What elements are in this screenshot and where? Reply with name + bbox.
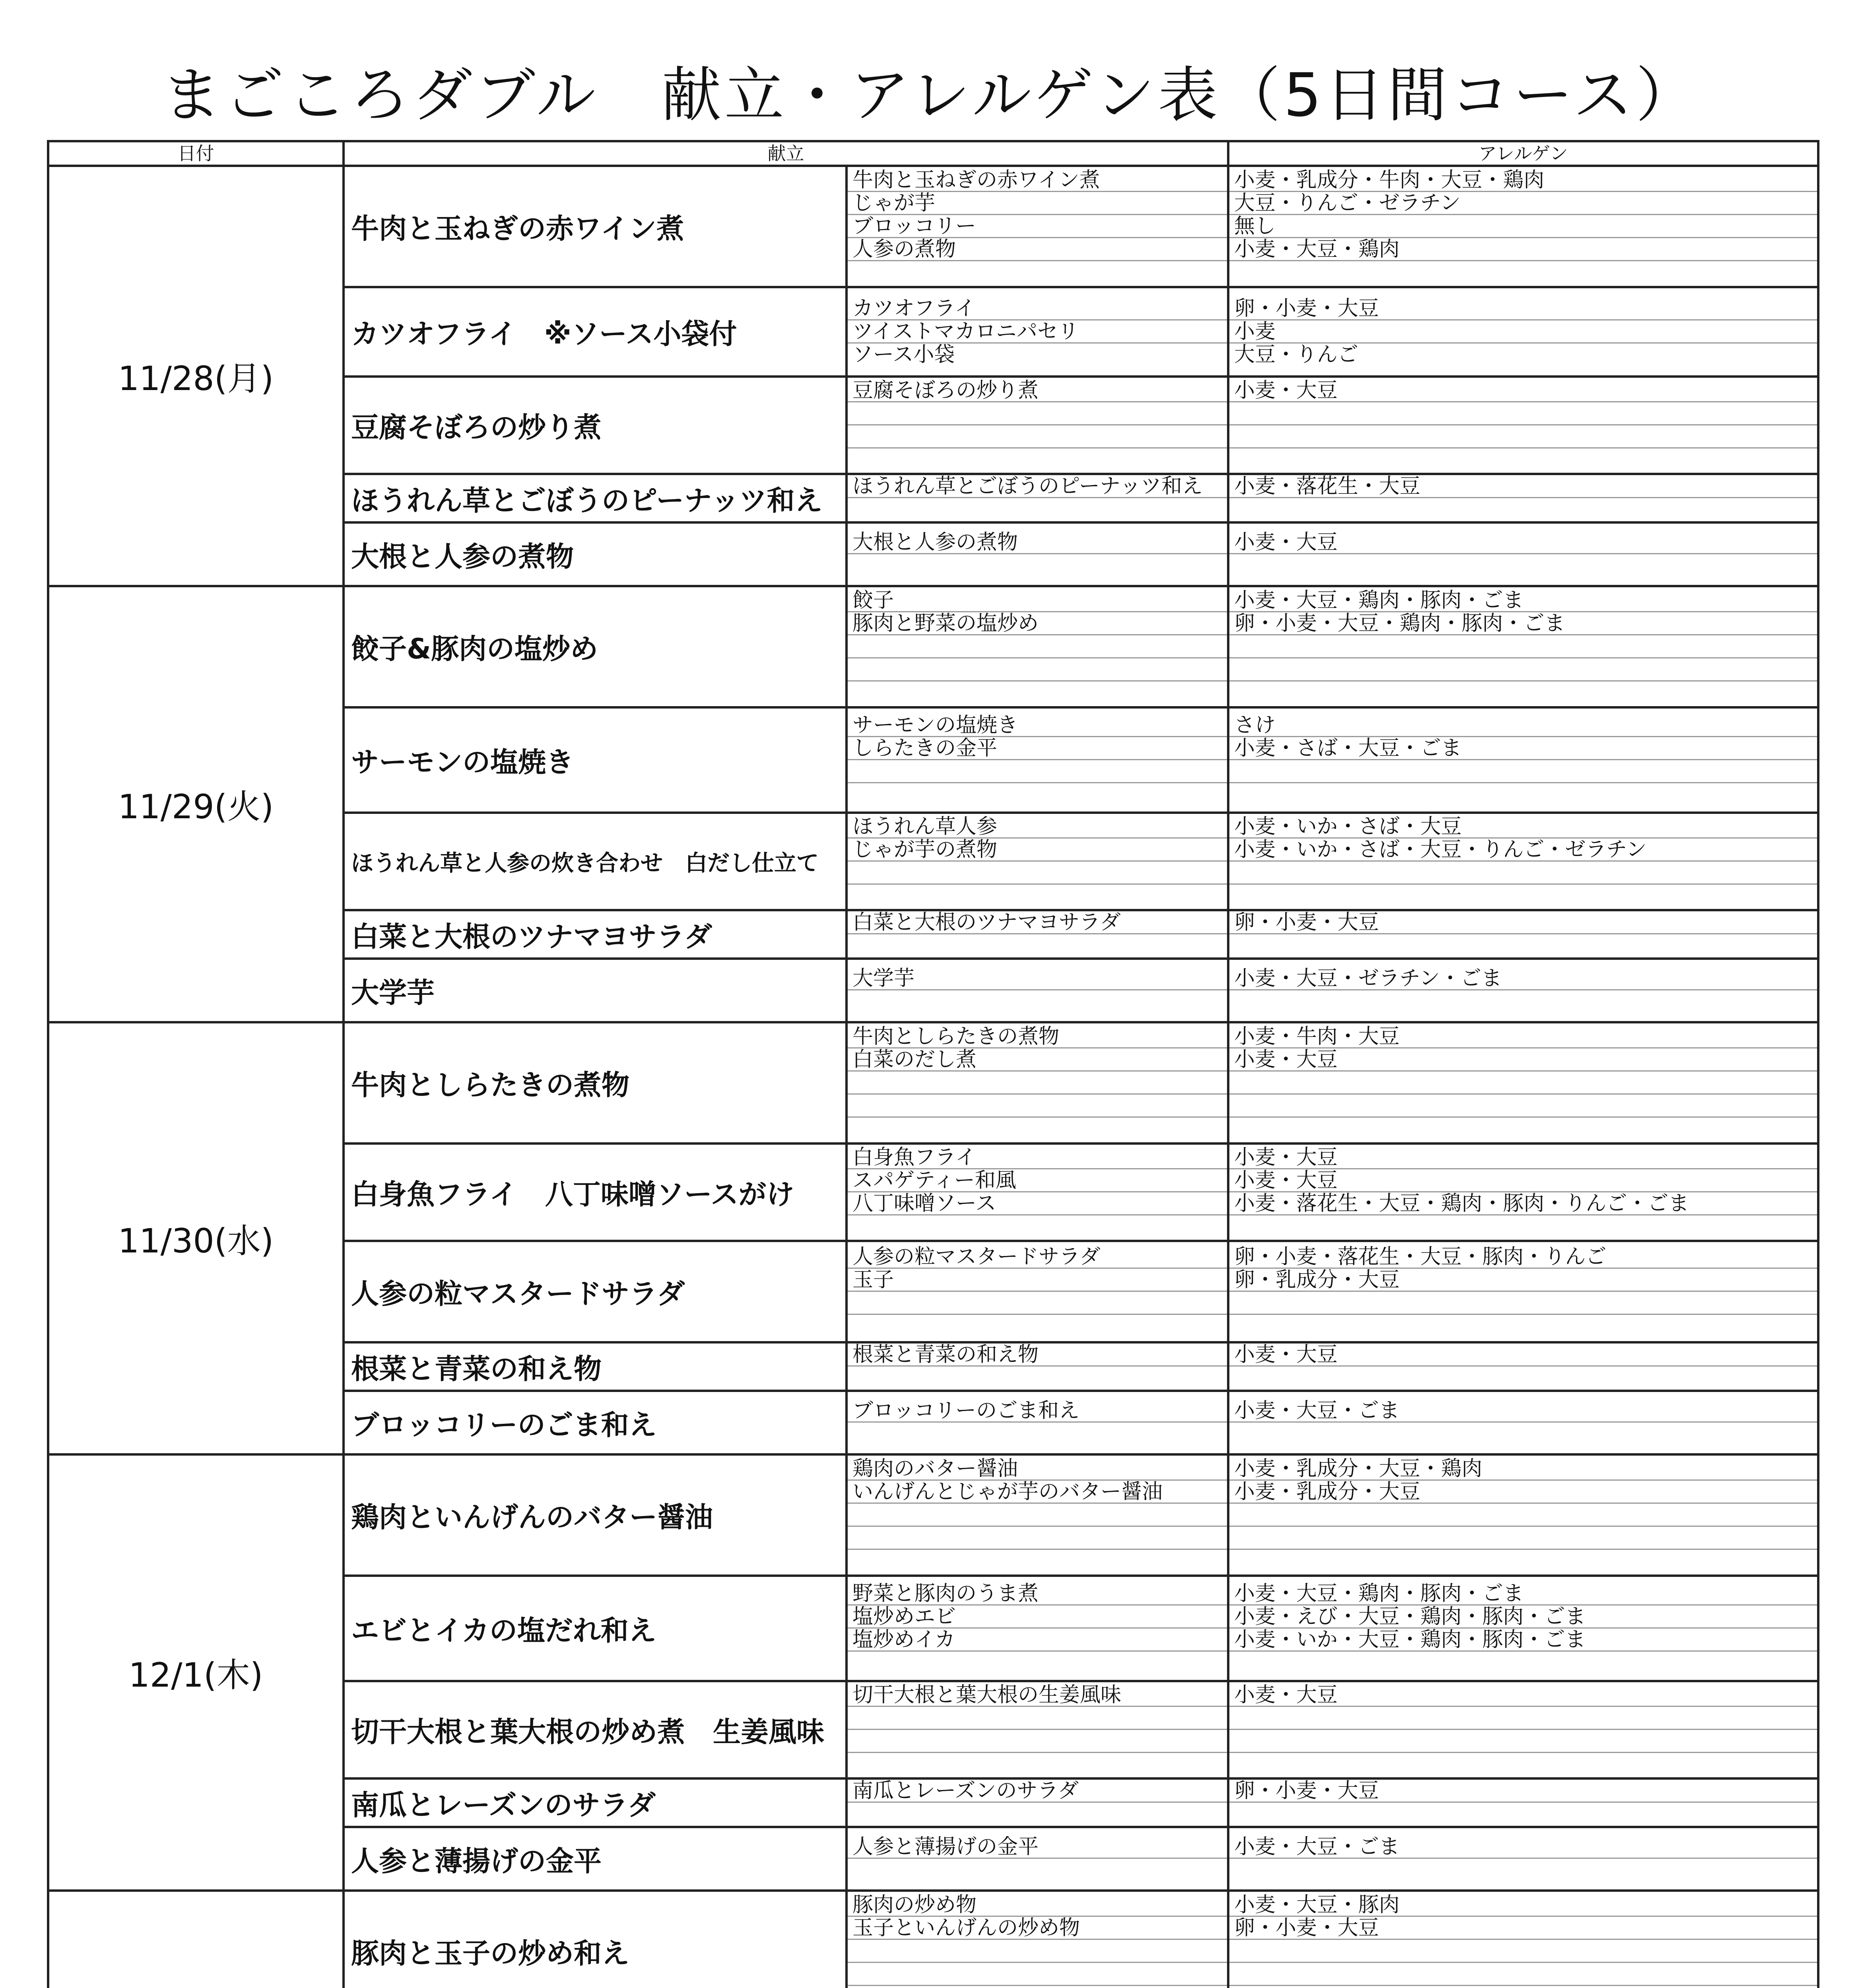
dish-name: 人参の粒マスタードサラダ <box>351 1277 685 1310</box>
dish-row <box>48 1022 1818 1143</box>
allergen-line <box>1229 635 1817 658</box>
allergen-line: 小麦・大豆・鶏肉・豚肉・ごま <box>1229 1582 1817 1606</box>
allergen-line: 小麦・大豆・鶏肉 <box>1229 238 1817 261</box>
component-line: 豚肉と野菜の塩炒め <box>848 612 1227 635</box>
component-line <box>848 1652 1227 1675</box>
allergen-cell <box>1228 1454 1818 1576</box>
dish-name-cell <box>344 910 847 959</box>
component-line <box>848 783 1227 806</box>
component-cell <box>847 707 1228 813</box>
allergen-line <box>1229 783 1817 806</box>
allergen-line <box>1229 554 1817 577</box>
allergen-line: 小麦・大豆 <box>1229 531 1817 554</box>
dish-name-cell <box>344 166 847 287</box>
allergen-cell <box>1228 1778 1818 1827</box>
dish-name-cell <box>344 707 847 813</box>
allergen-line <box>1229 498 1817 521</box>
allergen-line <box>1229 1504 1817 1527</box>
allergen-line: 卵・小麦・大豆 <box>1229 1917 1817 1940</box>
component-line: ブロッコリーのごま和え <box>848 1400 1227 1423</box>
allergen-line <box>1229 885 1817 908</box>
dish-name: 切干大根と葉大根の炒め煮 生姜風味 <box>351 1716 824 1748</box>
allergen-cell <box>1228 586 1818 707</box>
dish-name: 牛肉と玉ねぎの赤ワイン煮 <box>351 212 684 245</box>
component-line <box>848 934 1227 957</box>
component-cell <box>847 1576 1228 1681</box>
component-line: いんげんとじゃが芋のバター醤油 <box>848 1481 1227 1504</box>
component-line <box>848 658 1227 681</box>
allergen-line: 卵・小麦・落花生・大豆・豚肉・りんご <box>1229 1246 1817 1269</box>
dish-name-cell <box>344 377 847 474</box>
allergen-line <box>1229 1940 1817 1963</box>
allergen-line <box>1229 658 1817 681</box>
date-cell <box>48 166 344 586</box>
dish-name: サーモンの塩焼き <box>351 746 574 779</box>
component-cell <box>847 1827 1228 1891</box>
allergen-line <box>1229 1215 1817 1239</box>
allergen-cell <box>1228 287 1818 377</box>
date-label: 11/30(水) <box>118 1221 274 1260</box>
allergen-line <box>1229 448 1817 472</box>
allergen-line: 卵・小麦・大豆 <box>1229 911 1817 934</box>
allergen-line: 小麦・さば・大豆・ごま <box>1229 737 1817 760</box>
component-line <box>848 1986 1227 1988</box>
component-line <box>848 425 1227 448</box>
allergen-line: 小麦・大豆・ごま <box>1229 1836 1817 1859</box>
allergen-cell <box>1228 474 1818 522</box>
component-cell <box>847 813 1228 910</box>
component-line <box>848 1527 1227 1550</box>
component-line <box>848 1315 1227 1338</box>
component-line <box>848 1423 1227 1446</box>
allergen-line <box>1229 1803 1817 1826</box>
component-line: 大根と人参の煮物 <box>848 531 1227 554</box>
allergen-line <box>1229 862 1817 885</box>
allergen-line: 大豆・りんご <box>1234 343 1359 367</box>
dish-name-cell <box>344 1576 847 1681</box>
component-cell <box>847 1681 1228 1778</box>
component-line <box>848 1803 1227 1826</box>
allergen-line <box>1229 1423 1817 1446</box>
allergen-line: 小麦・いか・さば・大豆・りんご・ゼラチン <box>1229 839 1817 862</box>
dish-name: エビとイカの塩だれ和え <box>351 1614 656 1647</box>
allergen-line <box>1229 934 1817 957</box>
component-line: 白身魚フライ <box>848 1146 1227 1169</box>
allergen-cell <box>1228 910 1818 959</box>
dish-name: 根菜と青菜の和え物 <box>351 1352 602 1385</box>
component-line: カツオフライ <box>848 297 1227 320</box>
allergen-line: 小麦・大豆・ゼラチン・ごま <box>1229 967 1817 990</box>
allergen-line: 小麦・大豆・豚肉 <box>1229 1894 1817 1917</box>
component-line: 八丁味噌ソース <box>848 1192 1227 1215</box>
allergen-line <box>1229 1730 1817 1753</box>
component-line: 牛肉としらたきの煮物 <box>848 1025 1227 1048</box>
component-line <box>848 990 1227 1013</box>
allergen-line <box>1229 1118 1817 1141</box>
allergen-line <box>1229 261 1817 284</box>
allergen-line <box>1229 402 1817 425</box>
allergen-line: 大豆・りんご・ゼラチン <box>1229 192 1817 215</box>
dish-name-cell <box>344 1391 847 1454</box>
dish-name-cell <box>344 1891 847 1988</box>
dish-row <box>48 586 1818 707</box>
component-line <box>848 1753 1227 1776</box>
allergen-line: 小麦・いか・さば・大豆 <box>1229 815 1817 839</box>
component-line: 塩炒めエビ <box>848 1606 1227 1629</box>
allergen-cell <box>1228 813 1818 910</box>
allergen-cell <box>1228 1827 1818 1891</box>
component-line: ほうれん草人参 <box>848 815 1227 839</box>
allergen-line <box>1229 1859 1817 1882</box>
allergen-cell <box>1228 1891 1818 1988</box>
dish-name-cell <box>344 522 847 586</box>
allergen-line: 無し <box>1229 215 1817 238</box>
dish-name-cell <box>344 1241 847 1342</box>
component-line <box>848 885 1227 908</box>
component-line <box>848 498 1227 521</box>
dish-name-cell <box>344 1827 847 1891</box>
allergen-line: 卵・乳成分・大豆 <box>1229 1269 1817 1292</box>
allergen-line: 小麦・大豆・鶏肉・豚肉・ごま <box>1229 589 1817 612</box>
component-cell <box>847 959 1228 1022</box>
allergen-cell <box>1228 1342 1818 1391</box>
allergen-line: 小麦・大豆 <box>1229 1684 1817 1707</box>
component-line: しらたきの金平 <box>848 737 1227 760</box>
date-cell <box>48 1454 344 1891</box>
dish-name-cell <box>344 1022 847 1143</box>
dish-row <box>48 1454 1818 1576</box>
dish-name: カツオフライ ※ソース小袋付 <box>351 318 737 350</box>
dish-row <box>48 166 1818 287</box>
component-line: スパゲティー和風 <box>848 1169 1227 1192</box>
dish-name-cell <box>344 959 847 1022</box>
allergen-cell <box>1228 1681 1818 1778</box>
dish-name-cell <box>344 586 847 707</box>
component-cell <box>847 910 1228 959</box>
component-line <box>848 1504 1227 1527</box>
component-line: 玉子 <box>848 1269 1227 1292</box>
header-allergen: アレルゲン <box>1228 141 1818 166</box>
allergen-line <box>1229 1527 1817 1550</box>
date-label: 11/29(火) <box>118 787 274 826</box>
component-line <box>848 681 1227 705</box>
component-line: 餃子 <box>848 589 1227 612</box>
component-line: じゃが芋 <box>848 192 1227 215</box>
component-line <box>848 635 1227 658</box>
dish-name: 牛肉としらたきの煮物 <box>351 1069 629 1101</box>
dish-name: 南瓜とレーズンのサラダ <box>351 1788 656 1821</box>
component-line <box>848 554 1227 577</box>
component-cell <box>847 1342 1228 1391</box>
allergen-line: 小麦・落花生・大豆 <box>1229 475 1817 498</box>
header-date: 日付 <box>48 141 344 166</box>
allergen-cell <box>1228 959 1818 1022</box>
component-line: 切干大根と葉大根の生姜風味 <box>848 1684 1227 1707</box>
dish-name-cell <box>344 1778 847 1827</box>
component-line: ツイストマカロニパセリ <box>848 320 1227 344</box>
dish-name: 大根と人参の煮物 <box>351 540 574 573</box>
allergen-line <box>1229 1315 1817 1338</box>
component-line <box>848 760 1227 783</box>
dish-name: 白身魚フライ 八丁味噌ソースがけ <box>351 1178 794 1211</box>
component-line <box>848 1707 1227 1730</box>
allergen-line: 小麦・大豆 <box>1229 1169 1817 1192</box>
component-line: 玉子といんげんの炒め物 <box>848 1917 1227 1940</box>
component-cell <box>847 1891 1228 1988</box>
component-line <box>848 261 1227 284</box>
component-line <box>848 1215 1227 1239</box>
dish-name-cell <box>344 1342 847 1391</box>
allergen-line <box>1229 1963 1817 1986</box>
dish-name-cell <box>344 1454 847 1576</box>
component-line: 野菜と豚肉のうま煮 <box>848 1582 1227 1606</box>
allergen-line <box>1229 1072 1817 1095</box>
allergen-cell <box>1228 1576 1818 1681</box>
component-line: 豆腐そぼろの炒り煮 <box>848 379 1227 402</box>
dish-name: 豚肉と玉子の炒め和え <box>351 1937 629 1970</box>
component-line: 人参の粒マスタードサラダ <box>848 1246 1227 1269</box>
allergen-line <box>1229 1550 1817 1573</box>
allergen-line: 小麦・乳成分・牛肉・大豆・鶏肉 <box>1229 169 1817 192</box>
component-line: ブロッコリー <box>848 215 1227 238</box>
component-line: 根菜と青菜の和え物 <box>848 1343 1227 1367</box>
allergen-line: 卵・小麦・大豆 <box>1229 297 1817 320</box>
allergen-line: さけ <box>1229 714 1817 737</box>
component-cell <box>847 522 1228 586</box>
dish-name: ほうれん草とごぼうのピーナッツ和え <box>351 484 823 517</box>
dish-name-cell <box>344 1681 847 1778</box>
allergen-line: 小麦・落花生・大豆・鶏肉・豚肉・りんご・ごま <box>1229 1192 1817 1215</box>
component-line: 塩炒めイカ <box>848 1629 1227 1652</box>
allergen-line: 小麦 <box>1229 320 1817 344</box>
allergen-line: 小麦・大豆・ごま <box>1229 1400 1817 1423</box>
component-line: 大学芋 <box>848 967 1227 990</box>
allergen-cell <box>1228 1241 1818 1342</box>
component-cell <box>847 377 1228 474</box>
component-line <box>848 1550 1227 1573</box>
date-label: 12/1(木) <box>128 1656 263 1695</box>
allergen-line <box>1229 1753 1817 1776</box>
component-line <box>848 862 1227 885</box>
component-line <box>848 1292 1227 1315</box>
allergen-line: 小麦・いか・大豆・鶏肉・豚肉・ごま <box>1229 1629 1817 1652</box>
allergen-line <box>1229 1652 1817 1675</box>
date-cell <box>48 1022 344 1454</box>
component-line <box>848 1367 1227 1390</box>
allergen-cell <box>1228 166 1818 287</box>
component-line <box>848 448 1227 472</box>
date-label: 11/28(月) <box>118 359 274 398</box>
component-line <box>848 402 1227 425</box>
dish-name: 大学芋 <box>351 976 435 1009</box>
allergen-cell <box>1228 1391 1818 1454</box>
allergen-cell <box>1228 522 1818 586</box>
component-line <box>848 1118 1227 1141</box>
component-cell <box>847 287 1228 377</box>
component-line: 白菜のだし煮 <box>848 1048 1227 1072</box>
component-line: ソース小袋 <box>852 343 955 367</box>
dish-name: 鶏肉といんげんのバター醤油 <box>351 1501 713 1534</box>
date-cell <box>48 1891 344 1988</box>
allergen-line <box>1229 990 1817 1013</box>
component-cell <box>847 1241 1228 1342</box>
dish-row <box>48 1891 1818 1988</box>
menu-allergen-table <box>47 140 1819 1988</box>
component-line: サーモンの塩焼き <box>848 714 1227 737</box>
dish-name-cell <box>344 474 847 522</box>
component-line: 人参の煮物 <box>848 238 1227 261</box>
allergen-cell <box>1228 1143 1818 1241</box>
allergen-line: 小麦・牛肉・大豆 <box>1229 1025 1817 1048</box>
allergen-cell <box>1228 1022 1818 1143</box>
component-cell <box>847 1391 1228 1454</box>
allergen-line <box>1229 760 1817 783</box>
dish-name-cell <box>344 813 847 910</box>
allergen-line <box>1229 1707 1817 1730</box>
allergen-line <box>1229 1095 1817 1118</box>
component-cell <box>847 586 1228 707</box>
component-line: じゃが芋の煮物 <box>848 839 1227 862</box>
allergen-cell <box>1228 707 1818 813</box>
dish-name: ブロッコリーのごま和え <box>351 1408 657 1441</box>
allergen-line: 小麦・乳成分・大豆 <box>1229 1481 1817 1504</box>
dish-name: 餃子&豚肉の塩炒め <box>351 633 598 665</box>
date-cell <box>48 586 344 1022</box>
allergen-line: 小麦・大豆 <box>1229 1343 1817 1367</box>
table-header-row <box>48 141 1818 166</box>
component-cell <box>847 1778 1228 1827</box>
allergen-line <box>1229 425 1817 448</box>
component-line <box>848 1730 1227 1753</box>
allergen-line <box>1229 1367 1817 1390</box>
component-cell <box>847 474 1228 522</box>
page-title: まごころダブル 献立・アレルゲン表（5日間コース） <box>161 61 1699 130</box>
component-line <box>848 1940 1227 1963</box>
dish-name-cell <box>344 287 847 377</box>
allergen-line: 小麦・大豆 <box>1229 379 1817 402</box>
allergen-line <box>1229 681 1817 705</box>
component-line <box>848 1963 1227 1986</box>
allergen-line: 小麦・大豆 <box>1229 1146 1817 1169</box>
dish-name: 豆腐そぼろの炒り煮 <box>351 411 602 444</box>
allergen-line: 小麦・えび・大豆・鶏肉・豚肉・ごま <box>1229 1606 1817 1629</box>
component-line: 南瓜とレーズンのサラダ <box>848 1780 1227 1803</box>
header-menu: 献立 <box>344 141 1228 166</box>
component-line <box>848 1072 1227 1095</box>
dish-name: ほうれん草と人参の炊き合わせ 白だし仕立て <box>351 850 819 876</box>
allergen-line <box>1229 1986 1817 1988</box>
allergen-line: 卵・小麦・大豆・鶏肉・豚肉・ごま <box>1229 612 1817 635</box>
allergen-line <box>1229 1292 1817 1315</box>
allergen-line: 卵・小麦・大豆 <box>1229 1780 1817 1803</box>
component-line: 人参と薄揚げの金平 <box>848 1836 1227 1859</box>
component-cell <box>847 166 1228 287</box>
allergen-cell <box>1228 377 1818 474</box>
component-line: ほうれん草とごぼうのピーナッツ和え <box>848 475 1227 498</box>
component-line: 豚肉の炒め物 <box>848 1894 1227 1917</box>
component-line: 鶏肉のバター醤油 <box>848 1458 1227 1481</box>
allergen-line: 小麦・大豆 <box>1229 1048 1817 1072</box>
component-cell <box>847 1454 1228 1576</box>
component-cell <box>847 1143 1228 1241</box>
component-line <box>848 1095 1227 1118</box>
dish-name: 白菜と大根のツナマヨサラダ <box>351 920 712 953</box>
component-line: 白菜と大根のツナマヨサラダ <box>848 911 1227 934</box>
allergen-line: 小麦・乳成分・大豆・鶏肉 <box>1229 1458 1817 1481</box>
dish-name-cell <box>344 1143 847 1241</box>
component-cell <box>847 1022 1228 1143</box>
dish-name: 人参と薄揚げの金平 <box>351 1844 602 1877</box>
component-line: 牛肉と玉ねぎの赤ワイン煮 <box>848 169 1227 192</box>
component-line <box>848 1859 1227 1882</box>
